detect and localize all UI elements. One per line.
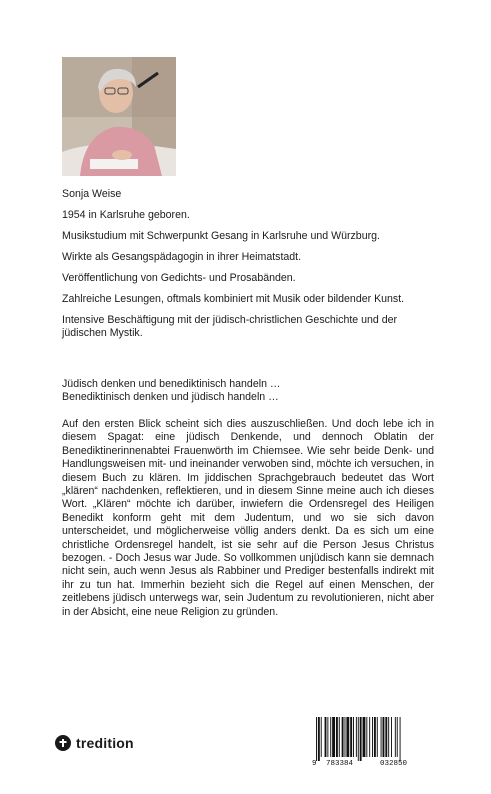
isbn-group-2: 032850 [380,760,408,768]
barcode-bar [383,717,385,757]
bio-line: Intensive Beschäftigung mit der jüdisch-christlichen Geschichte und der jüdischen Mystik. [62,314,398,340]
barcode-bar [330,717,331,757]
barcode-bar [332,717,335,757]
bio-line: Wirkte als Gesangspädagogin in ihrer Heimatstadt. [62,251,302,263]
blurb-text: Auf den ersten Blick scheint sich dies auszuschließen. Und doch lebe ich in diesem Spagat: eine jüdisch Denkende, und dennoch Oblatin der Benediktinerinnenabtei Frauenwörth im Chiemsee. Wie sehr beide Denk- und Handlungsweisen mit- und ineinander verwoben sind, möchte ich versuchen, in diesem Buch zu klären. Im jiddischen Sprachgebrauch bedeutet das Wort „klären“ nachdenken, reflektieren, und in diesem Sinne meine auch ich dieses Wort. „Klären“ möchte ich darüber, inwiefern die Ordensregel des Heiligen Benedikt konform geht mit dem Judentum, und wo sie sich davon unterscheidet, und möglicherweise völlig anders denkt. Da es sich um eine christliche Ordensregel handelt, ist sie sehr auf die Person Jesus Christus bezogen. - Doch Jesus war Jude. So vollkommen unjüdisch kann sie demnach nicht sein, auch wenn Jesus als Rabbiner und Prediger bestenfalls indirekt mit ihr zu tun hat. Immerhin bezieht sich die Regel auf einen Menschen, der zeitlebens jüdisch unterwegs war, sein Judentum zu revolutionieren, nicht aber in der Absicht, eine neue Religion zu gründen. [62,418,434,618]
bio-line: Zahlreiche Lesungen, oftmals kombiniert mit Musik oder bildender Kunst. [62,293,405,305]
barcode-bar [360,717,362,761]
barcode-bar [358,717,359,761]
publisher-name: tredition [76,735,134,751]
barcode-bar [363,717,366,757]
barcode-bar [346,717,349,757]
bio-line: 1954 in Karlsruhe geboren. [62,209,190,221]
author-name: Sonja Weise [62,188,122,200]
author-photo [62,57,176,176]
barcode-bar [374,717,376,757]
barcode-bar [391,717,392,757]
barcode-bar [316,717,317,761]
motto-line-2: Benediktinisch denken und jüdisch handeln … [62,391,279,404]
barcode-bar [381,717,382,757]
barcode-bar [400,717,401,761]
barcode-bar [350,717,352,757]
publisher-logo [55,735,134,751]
isbn-prefix: 9 [312,760,317,768]
barcode-bar [318,717,320,761]
barcode-bar [397,717,398,757]
motto [62,378,281,405]
barcode-bar [369,717,370,757]
barcode-bar [385,717,387,757]
barcode-bar [353,717,354,757]
barcode-bar [366,717,367,757]
barcode-bar [395,717,396,757]
barcode-bar [325,717,327,757]
bio-line: Musikstudium mit Schwerpunkt Gesang in Karlsruhe und Würzburg. [62,230,380,242]
isbn-group-1: 783384 [326,760,354,768]
tredition-logo-icon [55,735,71,751]
barcode-bar [336,717,338,757]
barcode-bar [345,717,346,757]
barcode-bar [327,717,328,757]
barcode-bar [356,717,357,757]
barcode-bar [377,717,378,757]
bio-line: Veröffentlichung von Gedichts- und Prosabänden. [62,272,296,284]
isbn-barcode [312,717,436,761]
barcode-bar [339,717,340,757]
motto-line-1: Jüdisch denken und benediktinisch handeln … [62,378,281,390]
barcode-bar [342,717,344,757]
barcode-bar [321,717,322,757]
barcode-bar [388,717,389,757]
barcode-bar [372,717,373,757]
